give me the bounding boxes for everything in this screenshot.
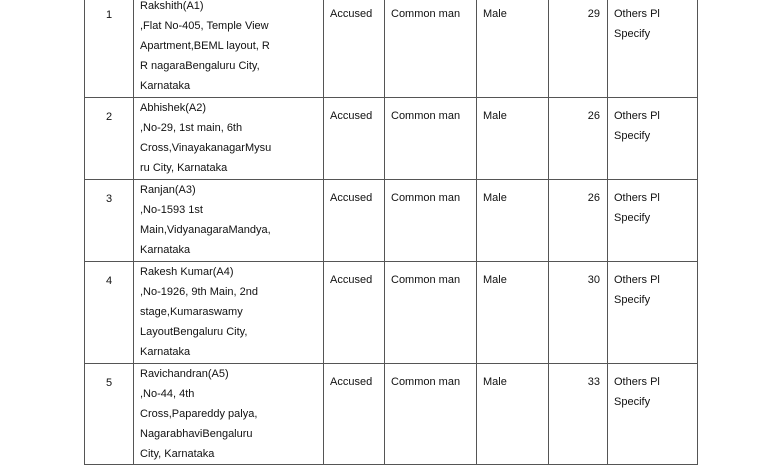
person-type: Accused — [324, 0, 385, 98]
accused-name: Ravichandran(A5) — [140, 368, 229, 380]
person-type: Accused — [324, 98, 385, 180]
address-line: Apartment,BEML layout, R — [140, 40, 270, 52]
occupation: Common man — [385, 98, 477, 180]
accused-name: Abhishek(A2) — [140, 102, 207, 114]
person-type: Accused — [324, 262, 385, 364]
serial-number: 2 — [85, 98, 134, 180]
accused-name: Rakesh Kumar(A4) — [140, 266, 234, 278]
address-line: Main,VidyanagaraMandya, — [140, 224, 271, 236]
gender: Male — [477, 262, 549, 364]
address-line: R nagaraBengaluru City, — [140, 60, 260, 72]
age: 30 — [549, 262, 608, 364]
age: 26 — [549, 98, 608, 180]
address-line: ,No-29, 1st main, 6th — [140, 122, 243, 134]
address-line: ,Flat No-405, Temple View — [140, 20, 269, 32]
address-line: LayoutBengaluru City, — [140, 326, 248, 338]
serial-number: 1 — [85, 0, 134, 98]
occupation: Common man — [385, 262, 477, 364]
person-type: Accused — [324, 180, 385, 262]
gender: Male — [477, 180, 549, 262]
name-address-cell — [134, 364, 324, 465]
accused-name: Rakshith(A1) — [140, 0, 204, 12]
table-row — [85, 98, 698, 180]
name-address-cell — [134, 262, 324, 364]
name-address-cell — [134, 98, 324, 180]
address-line: Cross,VinayakanagarMysu — [140, 142, 272, 154]
address-line: stage,Kumaraswamy — [140, 306, 243, 318]
address-line: ,No-1926, 9th Main, 2nd — [140, 286, 259, 298]
table-row — [85, 262, 698, 364]
name-address-cell — [134, 0, 324, 98]
other-details: Others Pl Specify — [608, 364, 698, 465]
person-type: Accused — [324, 364, 385, 465]
other-details: Others Pl Specify — [608, 180, 698, 262]
address-line: ru City, Karnataka — [140, 162, 228, 174]
age: 33 — [549, 364, 608, 465]
other-details: Others Pl Specify — [608, 0, 698, 98]
serial-number: 3 — [85, 180, 134, 262]
gender: Male — [477, 98, 549, 180]
other-details: Others Pl Specify — [608, 262, 698, 364]
serial-number: 5 — [85, 364, 134, 465]
address-line: Karnataka — [140, 80, 191, 92]
accused-persons-table — [84, 0, 698, 465]
occupation: Common man — [385, 0, 477, 98]
age: 26 — [549, 180, 608, 262]
table-row — [85, 0, 698, 98]
address-line: Karnataka — [140, 346, 191, 358]
gender: Male — [477, 0, 549, 98]
address-line: NagarabhaviBengaluru — [140, 428, 253, 440]
accused-name: Ranjan(A3) — [140, 184, 196, 196]
name-address-cell — [134, 180, 324, 262]
gender: Male — [477, 364, 549, 465]
other-details: Others Pl Specify — [608, 98, 698, 180]
table-row — [85, 364, 698, 465]
address-line: ,No-44, 4th — [140, 388, 195, 400]
serial-number: 4 — [85, 262, 134, 364]
age: 29 — [549, 0, 608, 98]
address-line: ,No-1593 1st — [140, 204, 203, 216]
table-row — [85, 180, 698, 262]
address-line: Cross,Papareddy palya, — [140, 408, 258, 420]
occupation: Common man — [385, 364, 477, 465]
occupation: Common man — [385, 180, 477, 262]
address-line: City, Karnataka — [140, 448, 215, 460]
address-line: Karnataka — [140, 244, 191, 256]
